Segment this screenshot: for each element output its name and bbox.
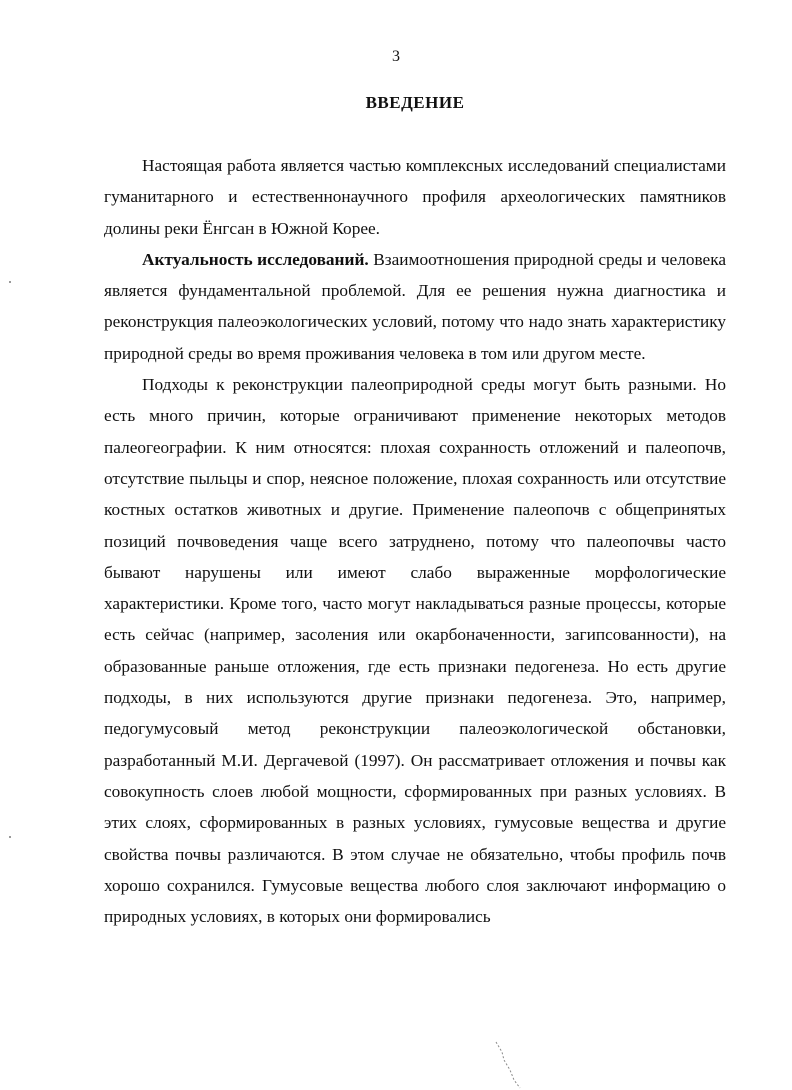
paragraph-text: Подходы к реконструкции палеоприродной среды могут быть разными. Но есть много причин, которые ограничивают применение некоторых методов палеогеографии. К ним относятся: плохая сохранность отложений и палеопочв, отсутствие пыльцы и спор, неясное положение, плохая сохранность или отсутствие костных остатков животных и другие. Применение палеопочв с общепринятых позиций почвоведения чаще всего затруднено, потому что палеопочвы часто бывают нарушены или имеют слабо выраженные морфологические характеристики. Кроме того, часто могут накладываться разные процессы, которые есть сейчас (например, засоления или окарбоначенности, загипсованности), на образованные раньше отложения, где есть признаки педогенеза. Но есть другие подходы, в них используются другие признаки педогенеза. Это, например, педогумусовый метод реконструкции палеоэкологической обстановки, разработанный М.И. Дергачевой (1997). Он рассматривает отложения и почвы как совокупность слоев любой мощности, сформированных при разных условиях. В этих слоях, сформированных в разных условиях, гумусовые вещества и другие свойства почвы различаются. В этом случае не обязательно, чтобы профиль почв хорошо сохранился. Гумусовые вещества любого слоя заключают информацию о природных условиях, в которых они формировались (104, 375, 726, 927)
scan-artifact-dot (9, 836, 11, 838)
paragraph-text: Взаимоотношения природной среды и человека является фундаментальной проблемой. Для ее решения нужна диагностика и реконструкция палеоэкологических условий, потому что надо знать характеристику природной среды во время проживания человека в том или другом месте. (104, 249, 726, 363)
paragraph-approaches (104, 369, 726, 932)
paragraph-intro (104, 150, 726, 244)
scan-artifact-dot (9, 281, 11, 283)
paragraph-text: Настоящая работа является частью комплексных исследований специалистами гуманитарного и естественнонаучного профиля археологических памятников долины реки Ёнгсан в Южной Корее. (104, 156, 726, 238)
page-number: 3 (392, 48, 400, 65)
body-text (104, 150, 726, 932)
paragraph-relevance (104, 244, 726, 369)
paragraph-lead-in: Актуальность исследований. (142, 249, 369, 269)
scan-artifact-stroke (494, 1040, 534, 1090)
section-title: ВВЕДЕНИЕ (365, 93, 465, 112)
